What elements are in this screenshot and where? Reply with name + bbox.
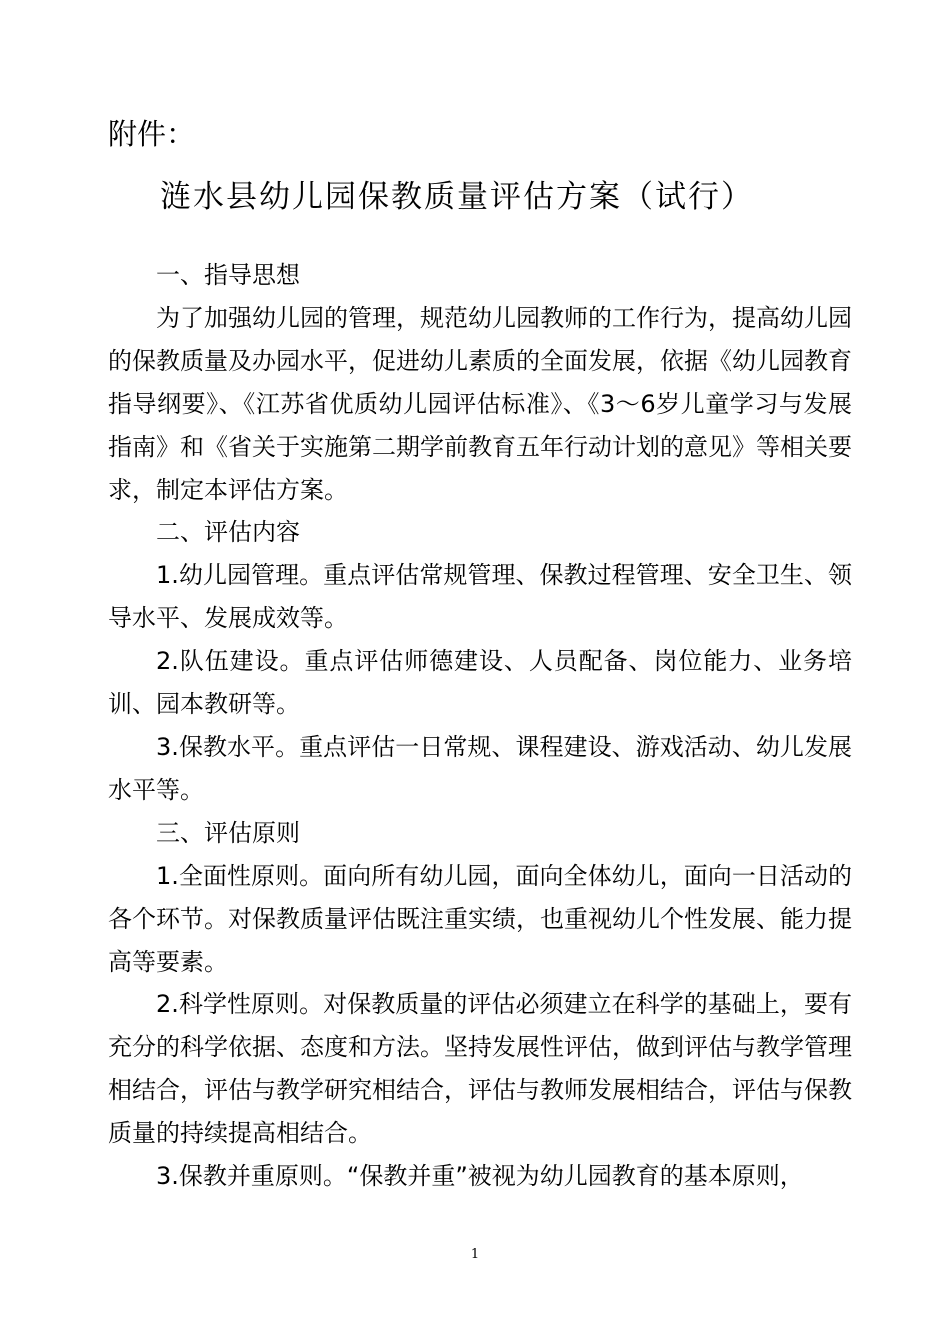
paragraph-team-building: 2.队伍建设。重点评估师德建设、人员配备、岗位能力、业务培训、园本教研等。 (108, 647, 852, 719)
paragraph-comprehensiveness-principle: 1.全面性原则。面向所有幼儿园，面向全体幼儿，面向一日活动的各个环节。对保教质量评估既注重实绩，也重视幼儿个性发展、能力提高等要素。 (108, 861, 852, 976)
paragraph-care-education-level: 3.保教水平。重点评估一日常规、课程建设、游戏活动、幼儿发展水平等。 (108, 732, 852, 804)
document-body (108, 254, 852, 1198)
page-number: 1 (470, 1247, 480, 1262)
paragraph-kindergarten-management: 1.幼儿园管理。重点评估常规管理、保教过程管理、安全卫生、领导水平、发展成效等。 (108, 561, 852, 633)
paragraph-care-education-balance-principle: 3.保教并重原则。“保教并重”被视为幼儿园教育的基本原则， (156, 1162, 804, 1191)
paragraph-guiding-ideology: 为了加强幼儿园的管理，规范幼儿园教师的工作行为，提高幼儿园的保教质量及办园水平，促进幼儿素质的全面发展，依据《幼儿园教育指导纲要》、《江苏省优质幼儿园评估标准》、《3～6岁儿童学习与发展指南》和《省关于实施第二期学前教育五年行动计划的意见》等相关要求，制定本评估方案。 (108, 303, 852, 504)
paragraph-scientific-principle: 2.科学性原则。对保教质量的评估必须建立在科学的基础上，要有充分的科学依据、态度和方法。坚持发展性评估，做到评估与教学管理相结合，评估与教学研究相结合，评估与教师发展相结合，评估与保教质量的持续提高相结合。 (108, 990, 852, 1148)
document-title: 涟水县幼儿园保教质量评估方案（试行） (160, 179, 754, 215)
attachment-label: 附件： (108, 117, 196, 151)
section-heading-evaluation-principles: 三、评估原则 (156, 818, 300, 847)
section-heading-guiding-ideology: 一、指导思想 (156, 261, 300, 289)
section-heading-evaluation-content: 二、评估内容 (156, 518, 300, 547)
